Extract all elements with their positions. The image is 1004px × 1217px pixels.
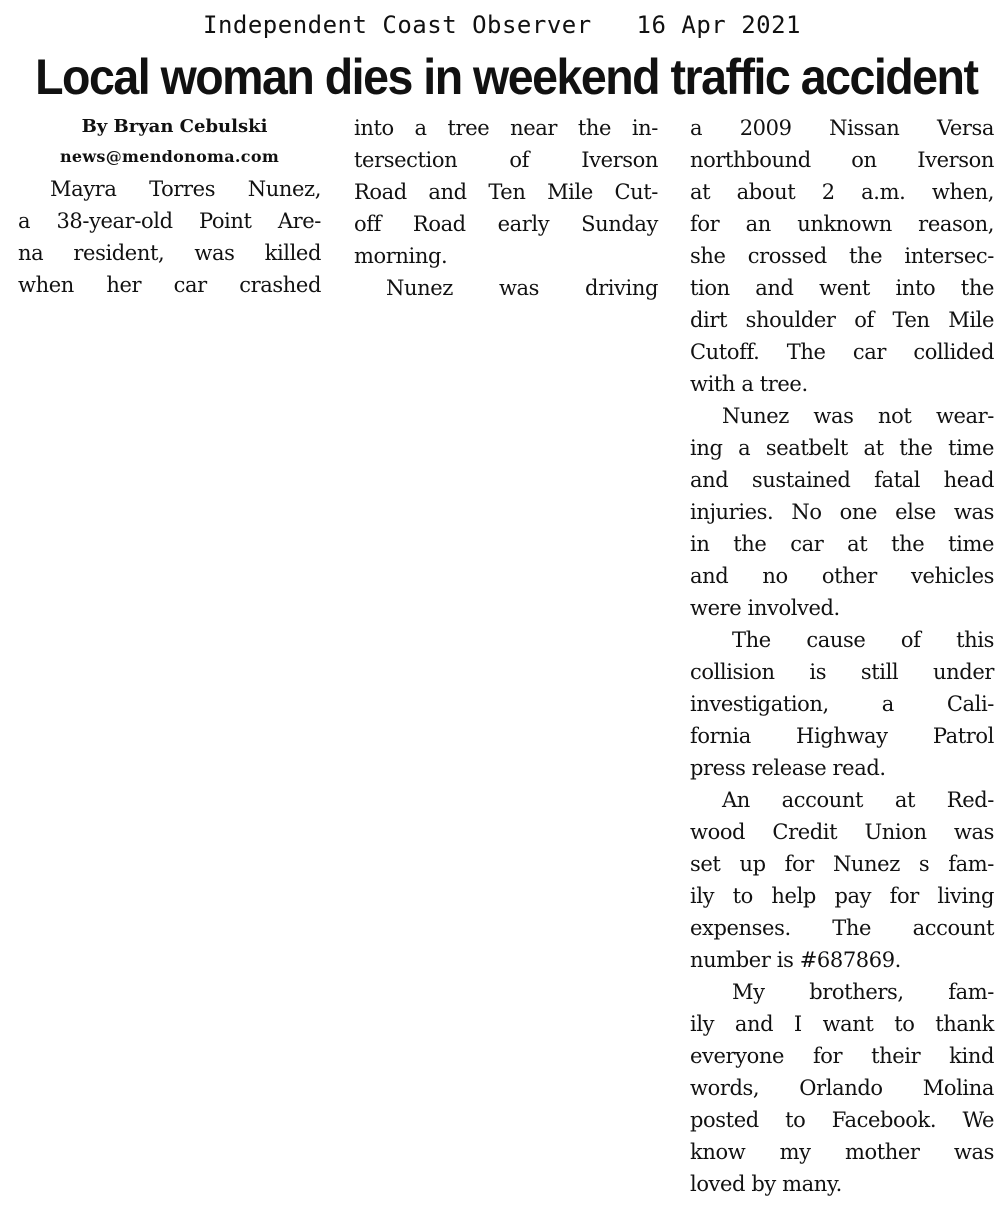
- text-line: Mayra Torres Nunez,: [50, 177, 321, 201]
- text-line: and sustained fatal head: [690, 468, 994, 492]
- text-line: into a tree near the in-: [354, 116, 658, 140]
- text-line: The cause of this: [732, 628, 994, 652]
- publication-name: Independent Coast Observer: [203, 11, 592, 39]
- text-line: posted to Facebook. We: [690, 1108, 994, 1132]
- article-column-3: [690, 112, 994, 1200]
- text-line: tion and went into the: [690, 276, 994, 300]
- text-line: press release read.: [690, 756, 886, 780]
- text-line: words, Orlando Molina: [690, 1076, 994, 1100]
- text-line: dirt shoulder of Ten Mile: [690, 308, 994, 332]
- text-line: Nunez was not wear-: [722, 404, 994, 428]
- masthead: [0, 8, 1004, 42]
- text-line: with a tree.: [690, 372, 808, 396]
- text-line: Nunez was driving: [386, 276, 658, 300]
- text-line: My brothers, fam-: [732, 980, 994, 1004]
- text-line: and no other vehicles: [690, 564, 994, 588]
- text-line: everyone for their kind: [690, 1044, 994, 1068]
- article-column-1: [18, 112, 321, 301]
- headline: Local woman dies in weekend traffic accident: [35, 49, 978, 105]
- text-line: ily to help pay for living: [690, 884, 994, 908]
- text-line: injuries. No one else was: [690, 500, 994, 524]
- text-line: a 2009 Nissan Versa: [690, 116, 994, 140]
- text-line: set up for Nunez s fam-: [690, 852, 994, 876]
- text-line: for an unknown reason,: [690, 212, 994, 236]
- text-line: An account at Red-: [722, 788, 994, 812]
- text-line: collision is still under: [690, 660, 994, 684]
- text-line: Cutoff. The car collided: [690, 340, 994, 364]
- byline-email: news@mendonoma.com: [59, 147, 280, 166]
- text-line: in the car at the time: [690, 532, 994, 556]
- text-line: expenses. The account: [690, 916, 994, 940]
- text-line: Road and Ten Mile Cut-: [354, 180, 658, 204]
- text-line: at about 2 a.m. when,: [690, 180, 994, 204]
- article-column-2: [354, 112, 658, 304]
- text-line: investigation, a Cali-: [690, 692, 994, 716]
- text-line: off Road early Sunday: [354, 212, 658, 236]
- text-line: when her car crashed: [18, 273, 321, 297]
- text-line: ily and I want to thank: [690, 1012, 994, 1036]
- text-line: she crossed the intersec-: [690, 244, 994, 268]
- text-line: wood Credit Union was: [690, 820, 994, 844]
- text-line: know my mother was: [690, 1140, 994, 1164]
- text-line: fornia Highway Patrol: [690, 724, 994, 748]
- text-line: were involved.: [690, 596, 840, 620]
- text-line: a 38-year-old Point Are-: [18, 209, 321, 233]
- byline-author: By Bryan Cebulski: [81, 116, 268, 137]
- text-line: tersection of Iverson: [354, 148, 658, 172]
- text-line: morning.: [354, 244, 448, 268]
- text-line: northbound on Iverson: [690, 148, 994, 172]
- publication-date: 16 Apr 2021: [636, 11, 801, 39]
- text-line: ing a seatbelt at the time: [690, 436, 994, 460]
- text-line: na resident, was killed: [18, 241, 321, 265]
- text-line: loved by many.: [690, 1172, 842, 1196]
- text-line: number is #687869.: [690, 948, 901, 972]
